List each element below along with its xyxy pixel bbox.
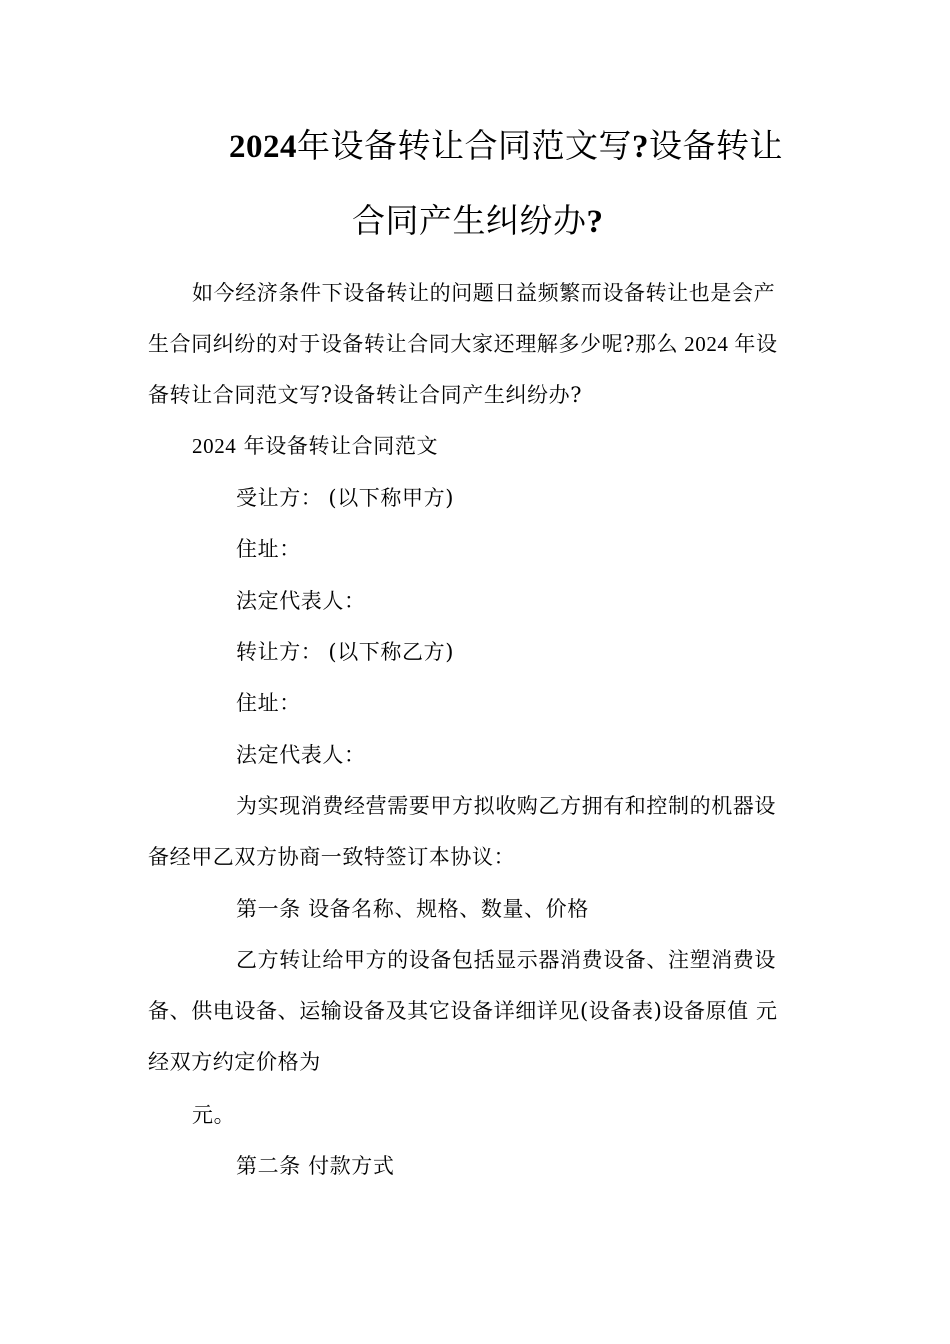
party-a-line <box>236 484 454 512</box>
party-a-note: (以下称甲方) <box>328 486 454 510</box>
intro-line-1: 如今经济条件下设备转让的问题日益频繁而设备转让也是会产 <box>192 281 776 305</box>
section-heading-text: 年设备转让合同范文 <box>236 434 439 458</box>
party-b-representative: 法定代表人： <box>236 743 366 767</box>
party-a-address: 住址： <box>236 537 301 561</box>
title-question-mark-1: ? <box>632 129 649 165</box>
document-title-line-1 <box>229 126 783 167</box>
article-1-line-4: 元。 <box>192 1103 236 1127</box>
title-question-mark-2: ? <box>586 204 604 240</box>
purpose-line-2: 备经甲乙双方协商一致特签订本协议： <box>148 845 516 869</box>
party-a-representative: 法定代表人： <box>236 589 366 613</box>
article-2-heading: 第二条 付款方式 <box>236 1154 395 1178</box>
intro-line-2-a: 生合同纠纷的对于设备转让合同大家还理解多少呢?那么 <box>148 332 679 356</box>
section-heading-year: 2024 <box>192 434 237 458</box>
article-1-heading: 第一条 设备名称、规格、数量、价格 <box>236 897 589 921</box>
article-1-line-3: 经双方约定价格为 <box>148 1050 321 1074</box>
title-year: 2024 <box>229 129 297 165</box>
purpose-line-1: 为实现消费经营需要甲方拟收购乙方拥有和控制的机器设 <box>236 794 776 818</box>
article-1-line-2: 备、供电设备、运输设备及其它设备详细详见(设备表)设备原值 元 <box>148 999 778 1023</box>
intro-line-3: 备转让合同范文写?设备转让合同产生纠纷办? <box>148 383 583 407</box>
party-a-label: 受让方： <box>236 486 323 510</box>
party-b-line <box>236 638 454 666</box>
title-text-2: 合同产生纠纷办 <box>352 201 587 240</box>
section-heading <box>192 432 438 460</box>
article-1-line-1: 乙方转让给甲方的设备包括显示器消费设备、注塑消费设 <box>236 948 776 972</box>
intro-line-2-year: 2024 <box>678 332 735 356</box>
document-title-line-2 <box>352 201 604 242</box>
party-b-address: 住址： <box>236 691 301 715</box>
intro-line-2-b: 年设 <box>734 332 778 356</box>
intro-line-2 <box>148 330 778 358</box>
title-text-1: 年设备转让合同范文写 <box>297 126 632 165</box>
party-b-label: 转让方： <box>236 640 323 664</box>
party-b-note: (以下称乙方) <box>328 640 454 664</box>
title-text-1-tail: 设备转让 <box>649 126 783 165</box>
